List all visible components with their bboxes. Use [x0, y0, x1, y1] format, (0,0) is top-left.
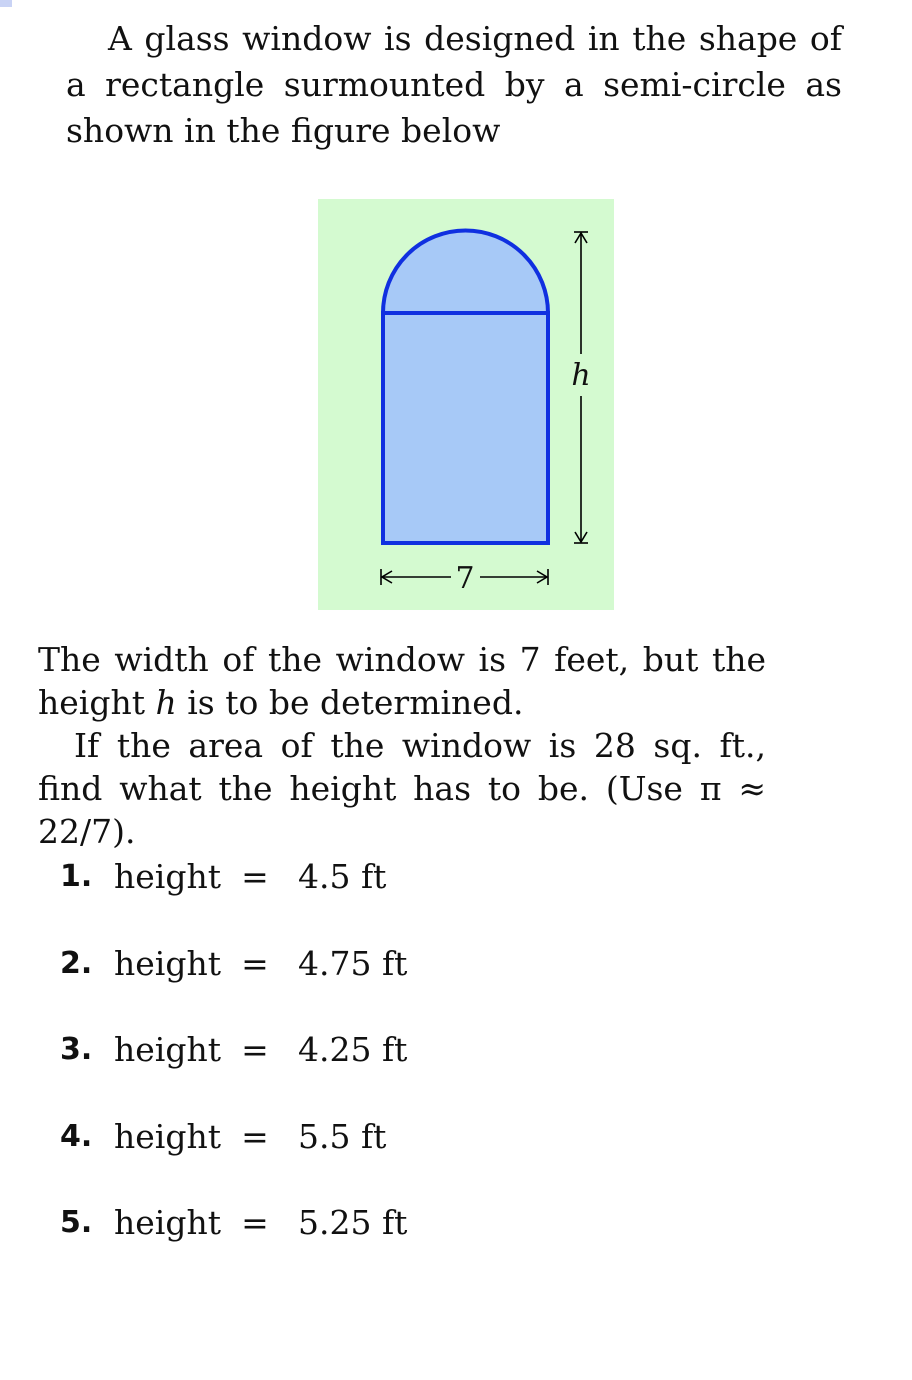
problem-line-1-tail: is to be determined. [187, 683, 524, 722]
option-label: height [114, 857, 221, 896]
problem-line-2 [38, 724, 766, 853]
option-equals: = [241, 943, 269, 983]
intro-paragraph [66, 16, 842, 154]
width-label: 7 [455, 561, 475, 596]
option-number: 3. [60, 1032, 93, 1067]
answer-option-5[interactable] [60, 1198, 407, 1285]
window-diagram [318, 199, 614, 610]
option-label: height [114, 943, 221, 983]
answer-option-4[interactable] [60, 1112, 407, 1199]
intro-text: A glass window is designed in the shape of a rectangle surmounted by a semi-circle as shown in the figure below [66, 19, 842, 150]
option-value: 4.25 ft [298, 1030, 408, 1069]
option-label: height [114, 1116, 221, 1156]
option-number: 2. [60, 945, 93, 981]
height-label: h [571, 358, 591, 393]
problem-line-2-text: If the area of the window is 28 sq. ft., find what the height has to be. (Use [38, 726, 766, 808]
problem-line-2-tail: ). [112, 812, 136, 851]
pi-approximation: π ≈ 22/7 [38, 769, 766, 851]
problem-line-1 [38, 638, 766, 724]
corner-mark [0, 0, 12, 7]
option-value: 4.75 ft [298, 943, 408, 983]
answer-option-2[interactable] [60, 939, 407, 1026]
problem-statement [38, 638, 766, 853]
option-number: 5. [60, 1205, 93, 1240]
option-value: 5.25 ft [298, 1203, 408, 1242]
window-rectangle [383, 313, 548, 543]
height-variable: h [155, 683, 177, 722]
option-equals: = [241, 1116, 269, 1156]
problem-line-1-text: The width of the window is 7 feet, but the height [38, 640, 766, 722]
option-label: height [114, 1203, 221, 1242]
option-number: 1. [60, 859, 93, 894]
option-equals: = [241, 1030, 269, 1069]
option-label: height [114, 1030, 221, 1069]
option-value: 5.5 ft [298, 1116, 387, 1156]
answer-option-3[interactable] [60, 1025, 407, 1112]
window-figure [318, 199, 614, 610]
option-equals: = [241, 857, 269, 896]
option-value: 4.5 ft [298, 857, 387, 896]
answer-options [60, 852, 407, 1285]
option-number: 4. [60, 1118, 93, 1154]
answer-option-1[interactable] [60, 852, 407, 939]
option-equals: = [241, 1203, 269, 1242]
